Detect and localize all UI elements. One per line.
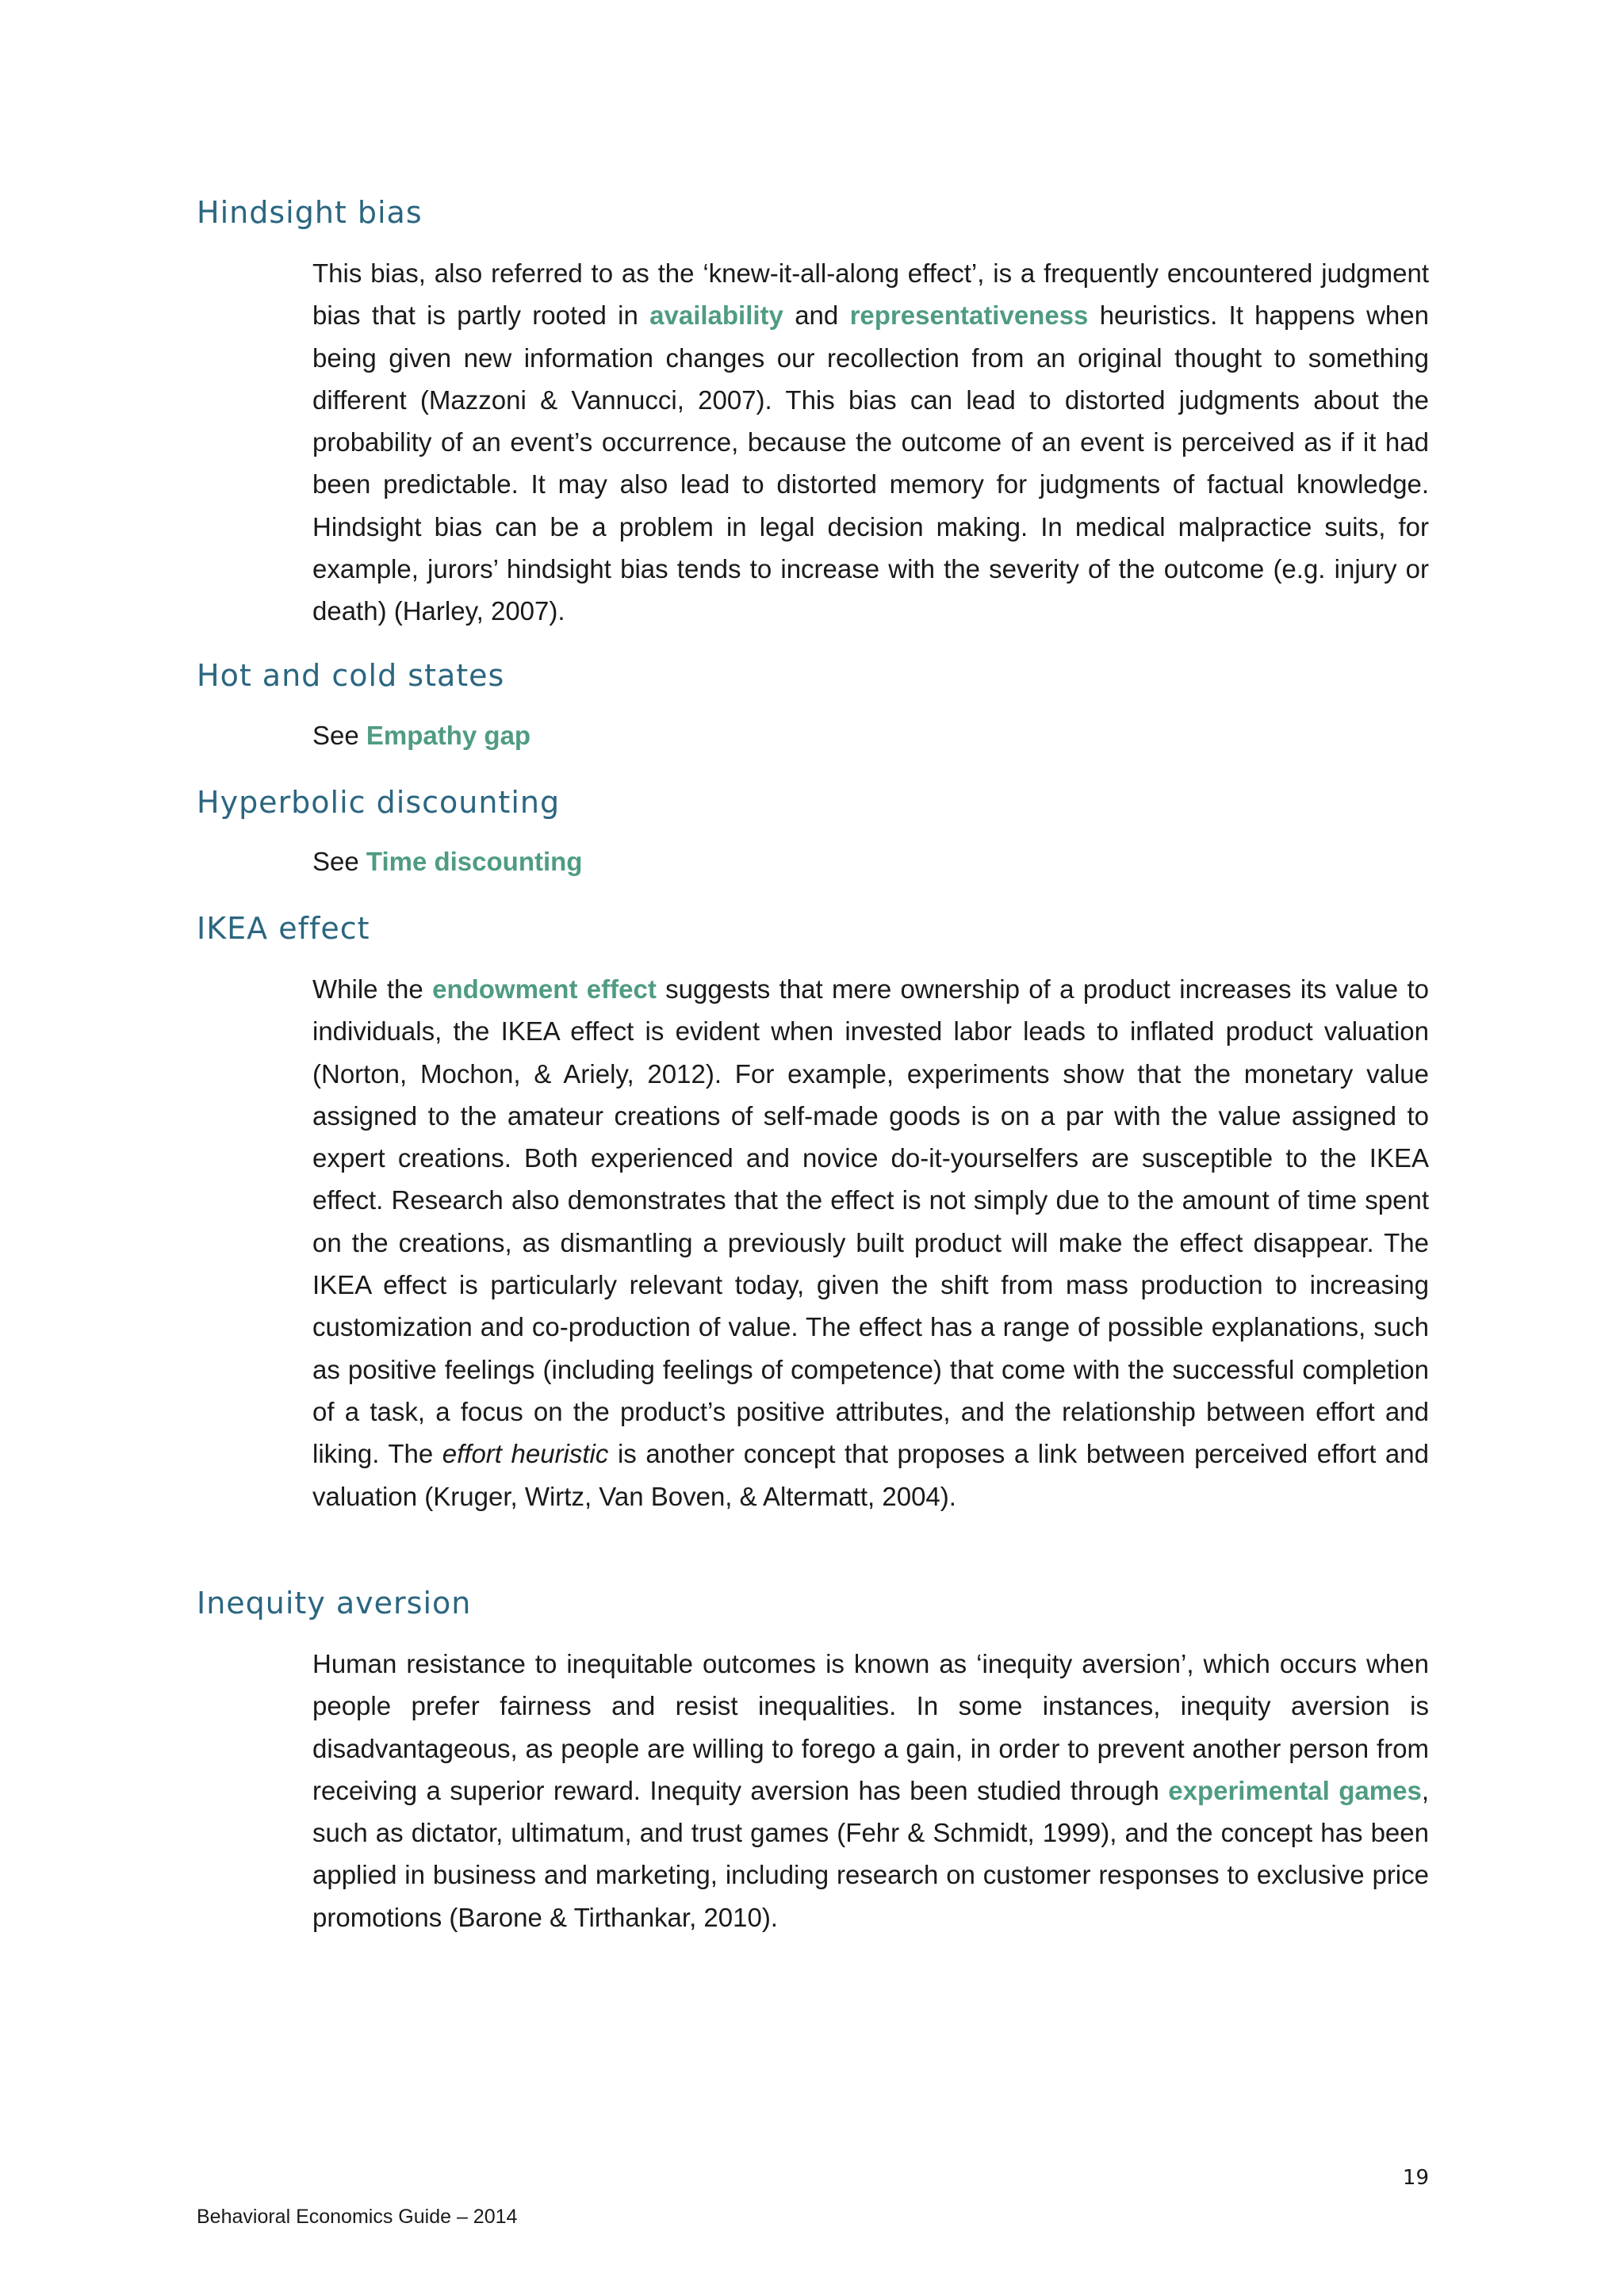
text-segment: is another concept that proposes a link between perceived effort and valuation (Kruger, Wirtz, Van Boven, & Altermatt, 2004). (312, 1439, 1429, 1511)
text-segment: Human resistance to inequitable outcomes is known as ‘inequity aversion’, which occurs when people prefer fairness and resist inequalities. In some instances, inequity aversion is disadvantageous, as people are willing to forego a gain, in order to prevent another person from receiving a superior reward. Inequity aversion has been studied through (312, 1649, 1429, 1805)
heading-hyperbolic-discounting: Hyperbolic discounting (197, 785, 561, 820)
text-segment: This bias, also referred to as the ‘knew-it-all-along effect’, is a frequently encountered judgment bias that is partly rooted in (312, 258, 1429, 331)
heading-ikea-effect: IKEA effect (197, 911, 370, 946)
heading-hindsight-bias: Hindsight bias (197, 195, 423, 230)
link-endowment-effect[interactable]: endowment effect (432, 974, 657, 1004)
text-segment: , such as dictator, ultimatum, and trust games (Fehr & Schmidt, 1999), and the concept has been applied in business and marketing, including research on customer responses to exclusive price promotions (Barone & Tirthankar, 2010). (312, 1775, 1429, 1932)
text-segment: While the (312, 974, 433, 1004)
paragraph-inequity-aversion (312, 1643, 1429, 1938)
link-empathy-gap[interactable]: Empathy gap (366, 721, 531, 750)
link-availability[interactable]: availability (649, 300, 783, 331)
see-also-time-discounting (312, 840, 582, 882)
link-representativeness[interactable]: representativeness (849, 300, 1089, 331)
text-segment: heuristics. It happens when being given new information changes our recollection from an original thought to something different (Mazzoni & Vannucci, 2007). This bias can lead to distorted judgments about the probability of an event’s occurrence, because the outcome of an event is perceived as if it had been predictable. It may also lead to distorted memory for judgments of factual knowledge. Hindsight bias can be a problem in legal decision making. In medical malpractice suits, for example, jurors’ hindsight bias tends to increase with the severity of the outcome (e.g. injury or death) (Harley, 2007). (312, 300, 1429, 626)
see-also-empathy-gap (312, 714, 530, 756)
footer-guide-title: Behavioral Economics Guide – 2014 (197, 2206, 518, 2228)
link-experimental-games[interactable]: experimental games (1168, 1775, 1422, 1805)
heading-inequity-aversion: Inequity aversion (197, 1586, 472, 1621)
see-label: See (312, 847, 366, 876)
text-segment: suggests that mere ownership of a product increases its value to individuals, the IKEA effect is evident when invested labor leads to inflated product valuation (Norton, Mochon, & Ariely, 2012). For example, experiments show that the monetary value assigned to the amateur creations of self-made goods is on a par with the value assigned to expert creations. Both experienced and novice do-it-yourselfers are susceptible to the IKEA effect. Research also demonstrates that the effect is not simply due to the amount of time spent on the creations, as dismantling a previously built product will make the effect disappear. The IKEA effect is particularly relevant today, given the shift from mass production to increasing customization and co-production of value. The effect has a range of possible explanations, such as positive feelings (including feelings of competence) that come with the successful completion of a task, a focus on the product’s positive attributes, and the relationship between effort and liking. The (312, 974, 1429, 1469)
paragraph-hindsight-bias (312, 252, 1429, 633)
page-number: 19 (1402, 2166, 1429, 2190)
heading-hot-and-cold-states: Hot and cold states (197, 658, 505, 693)
paragraph-ikea-effect (312, 968, 1429, 1517)
see-label: See (312, 721, 366, 750)
text-segment: and (783, 300, 850, 331)
italic-effort-heuristic: effort heuristic (442, 1439, 609, 1469)
link-time-discounting[interactable]: Time discounting (366, 847, 583, 876)
